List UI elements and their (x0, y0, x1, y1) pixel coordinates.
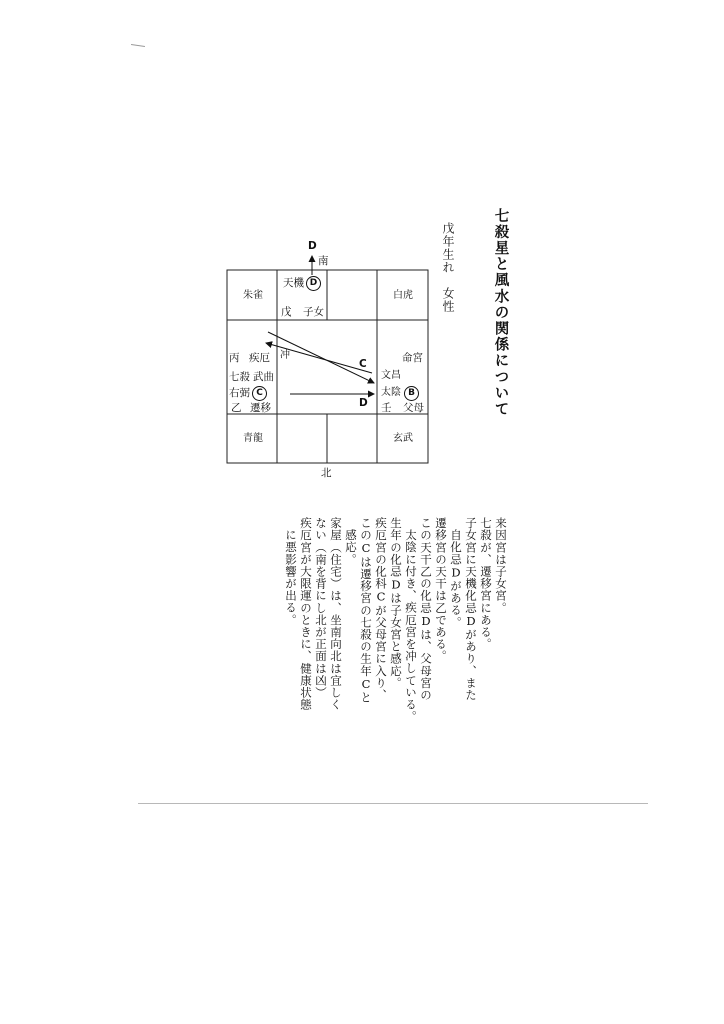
body-line: 太陰に付き、疾厄宮を冲している。 (404, 528, 418, 723)
body-line: 子女宮に天機化忌Dがあり、また (464, 517, 478, 701)
corner-suzaku: 朱雀 (243, 290, 263, 301)
body-line: 疾厄宮の化科Cが父母宮に入り、 (374, 517, 388, 701)
life-stem: 壬 (381, 402, 392, 414)
body-line: この天干乙の化忌Dは、父母宮の (419, 517, 433, 701)
body-line: 七殺が、遷移宮にある。 (479, 517, 493, 651)
top-letter: D (308, 240, 317, 252)
corner-genbu: 玄武 (393, 433, 413, 444)
arrow-label-c: C (359, 358, 367, 370)
arrow-label-d: D (359, 397, 368, 409)
corner-seiryu: 青龍 (243, 433, 263, 444)
body-line: このCは遷移宮の七殺の生年Cと (359, 517, 373, 704)
travel-star-2: 武曲 (253, 371, 274, 383)
travel-star-1: 七殺 (229, 371, 250, 383)
life-star-1: 文昌 (381, 370, 401, 381)
body-line: 疾厄宮が大限運のときに、健康状態 (299, 517, 313, 711)
travel-palace: 遷移 (250, 402, 271, 414)
children-star: 天機 (283, 277, 304, 289)
travel-star-3-mark: C (252, 386, 267, 401)
direction-north: 北 (321, 467, 332, 479)
body-line: 自化忌Dがある。 (449, 528, 463, 628)
children-star-mark: D (306, 276, 321, 291)
illness-clash: 冲 (280, 350, 290, 361)
body-line: 生年の化忌Dは子女宮と感応。 (389, 517, 403, 689)
children-palace: 子女 (303, 306, 324, 318)
illness-palace: 疾厄 (249, 352, 270, 364)
document-title: 七殺星と風水の関係について (492, 208, 510, 418)
body-line: ない（南を背にし北が正面は凶） (314, 517, 328, 699)
body-line: 家屋（住宅）は、坐南向北は宜しく (329, 517, 343, 711)
life-star-2-mark: B (404, 386, 419, 401)
direction-south: 南 (318, 255, 329, 267)
body-line: に悪影響が出る。 (284, 528, 298, 626)
body-line: 遷移宮の天干は乙である。 (434, 517, 448, 663)
horizontal-rule (138, 803, 648, 804)
body-line: 感応。 (344, 528, 358, 565)
life-star-2: 太陰 (381, 387, 401, 398)
children-stem: 戊 (281, 306, 292, 318)
body-text (283, 517, 508, 722)
travel-stem: 乙 (231, 402, 242, 414)
illness-stem: 丙 (229, 352, 240, 364)
birth-info: 戊年生れ 女性 (441, 222, 455, 313)
corner-byakko: 白虎 (393, 290, 413, 301)
parents-palace: 父母 (403, 402, 424, 414)
body-line: 来因宮は子女宮。 (494, 517, 508, 614)
life-palace: 命宮 (402, 352, 423, 364)
travel-star-3: 右弼 (229, 387, 250, 399)
